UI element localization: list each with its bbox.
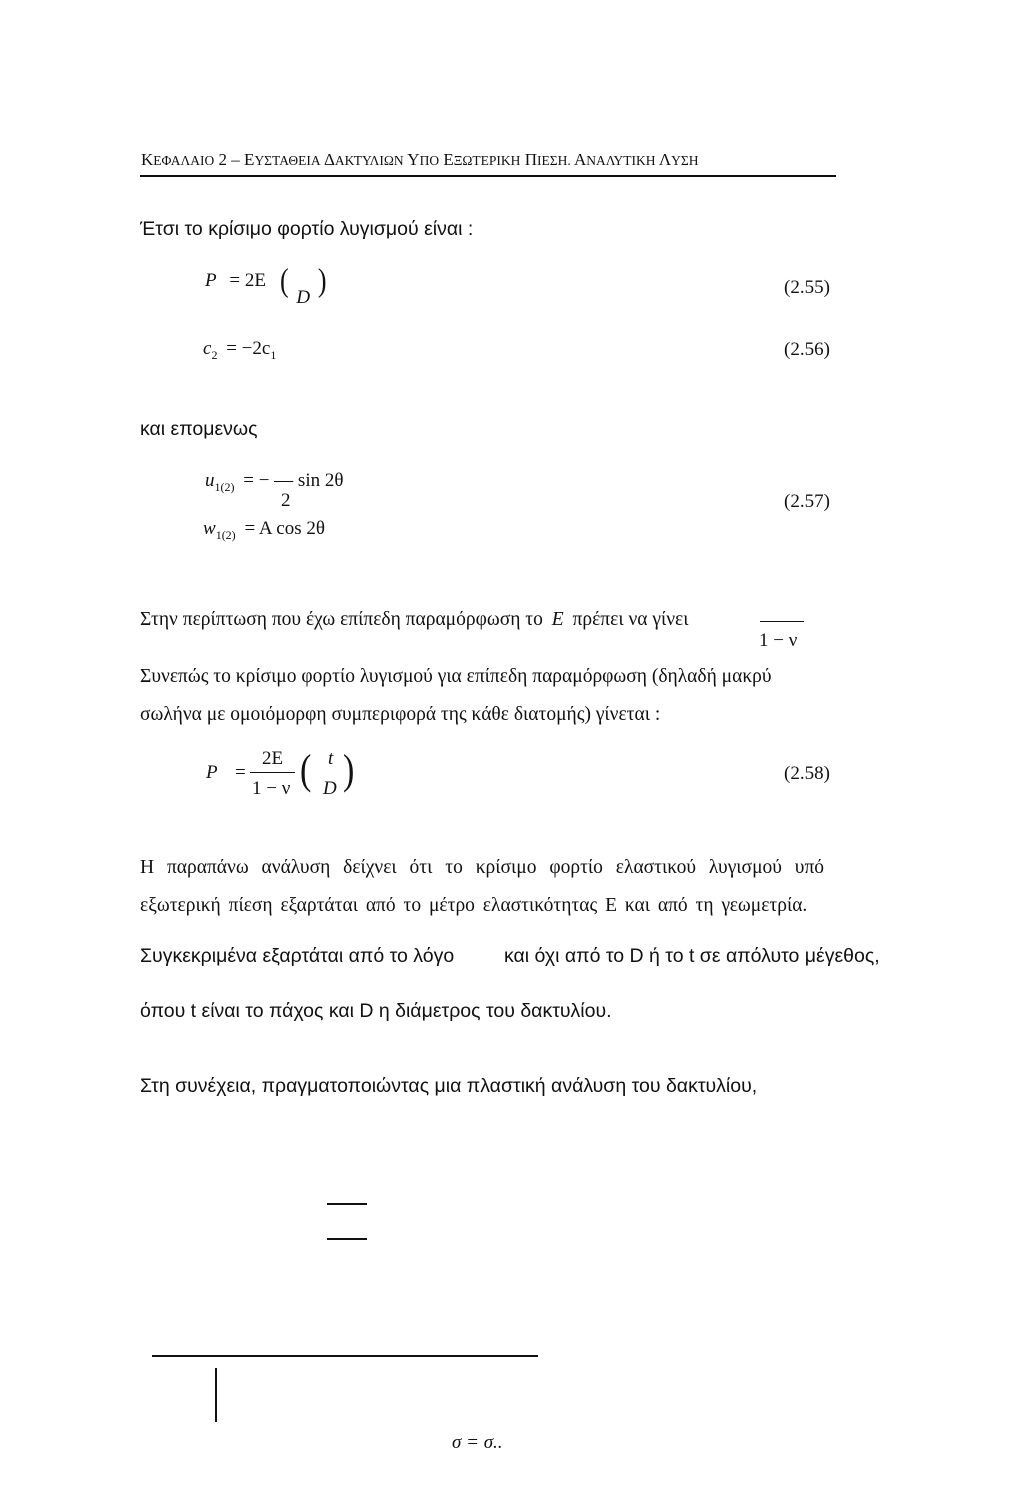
eq-2-55-rhs: = 2E [229, 270, 266, 291]
eq-2-55-lhs: P [205, 270, 217, 291]
paragraph-3: όπου t είναι το πάχος και D η διάμετρος του δακτυλίου. [140, 1000, 612, 1022]
eq-2-56-rhs-sub: 1 [270, 348, 277, 362]
header-part-3-initial: Υ [403, 150, 420, 169]
header-part-2-initial: Δ [320, 150, 335, 169]
plane-strain-text-1: Στην περίπτωση που έχω επίπεδη παραμόρφωση το [140, 609, 543, 630]
eq-2-58-bracket-close: ) [343, 747, 355, 794]
header-part-7-initial: Λ [655, 150, 672, 169]
bottom-formula: σ = σ.. [452, 1432, 503, 1453]
header-part-1-rest: ΥΣΤΑΘΕΙΑ [254, 153, 321, 168]
eq-2-58-paren-denominator: D [323, 778, 337, 799]
paragraph-1-line-2: εξωτερική πίεση εξαρτάται από το μέτρο ελαστικότητας Ε και από τη γεωμετρία. [140, 895, 808, 916]
equation-2-57-line-2 [203, 518, 325, 540]
eq-number-2-58: (2.58) [784, 763, 830, 784]
equation-2-57-line-1 [205, 470, 343, 492]
equation-2-55 [205, 270, 266, 292]
eq-2-58-numerator: 2E [262, 748, 284, 769]
header-part-0-rest: ΕΦΑΛΑΙΟ [153, 153, 215, 168]
eq-2-56-lhs: c [203, 338, 212, 359]
header-part-3-rest: ΠΟ [419, 153, 440, 168]
eq-2-58-eq: = [235, 762, 246, 783]
fragment-rule-3 [152, 1355, 538, 1357]
continuation-line-2: σωλήνα με ομοιόμορφη συμπεριφορά της κάθε διατομής) γίνεται : [140, 704, 661, 725]
header-part-0-initial: Κ [141, 150, 154, 169]
header-part-4-initial: Ε [439, 150, 454, 169]
eq-2-58-lhs: P [206, 762, 218, 783]
plane-strain-symbol: E [551, 609, 564, 630]
eq-2-58-denominator: 1 − ν [252, 778, 291, 799]
plane-strain-text-2: πρέπει να γίνει [572, 609, 689, 630]
equation-2-56 [203, 338, 276, 360]
header-part-7-rest: ΥΣΗ [671, 153, 699, 168]
fragment-vertical-rule [215, 1368, 217, 1422]
fragment-rule-2 [327, 1238, 367, 1240]
fragment-rule-1 [327, 1203, 367, 1205]
eq-2-57-line-2-rhs: = A cos 2θ [244, 518, 325, 539]
eq-2-55-bracket: ( D ) [280, 262, 327, 308]
eq-2-56-rhs: = −2c [226, 338, 271, 359]
header-part-4-rest: ΞΩΤΕΡΙΚΗ [453, 153, 521, 168]
eq-2-57-half-denominator: 2 [281, 490, 291, 511]
paragraph-1-line-1: Η παραπάνω ανάλυση δείχνει ότι το κρίσιμο φορτίο ελαστικού λυγισμού υπό [140, 857, 825, 878]
paragraph-4: Στη συνέχεια, πραγματοποιώντας μια πλαστική ανάλυση του δακτυλίου, [140, 1075, 758, 1097]
eq-2-57-line-1-rhs: = − — sin 2θ [243, 470, 344, 491]
eq-2-58-fraction-bar [250, 772, 295, 773]
eq-2-55-denominator: D [296, 287, 311, 308]
eq-2-58-paren-numerator: t [328, 748, 334, 769]
consequently-text: και επομενως [140, 418, 258, 440]
paragraph-2-part-a: Συγκεκριμένα εξαρτάται από το λόγο [140, 945, 455, 967]
plane-strain-fraction-bar [760, 621, 804, 622]
intro-text: Έτσι το κρίσιμο φορτίο λυγισμού είναι : [140, 218, 474, 240]
header-part-2-rest: ΑΚΤΥΛΙΩΝ [334, 153, 404, 168]
eq-2-58-bracket: ( [300, 747, 312, 794]
plane-strain-denominator: 1 − ν [759, 630, 798, 651]
header-part-5-rest: ΙΕΣΗ. [536, 153, 571, 168]
running-header [141, 150, 699, 170]
eq-number-2-57: (2.57) [784, 491, 830, 512]
continuation-line-1: Συνεπώς το κρίσιμο φορτίο λυγισμού για επίπεδη παραμόρφωση (δηλαδή μακρύ [140, 666, 772, 687]
eq-2-57-w: w [203, 518, 216, 539]
header-part-6-initial: Α [570, 150, 587, 169]
running-header-text [141, 152, 699, 169]
plane-strain-text [140, 609, 689, 631]
eq-2-57-u: u [205, 470, 215, 491]
eq-2-57-w-sub: 1(2) [215, 528, 236, 542]
header-part-1-initial: 2 – Ε [214, 150, 255, 169]
eq-number-2-55: (2.55) [784, 277, 830, 298]
header-part-5-initial: Π [520, 150, 537, 169]
header-part-6-rest: ΝΑΛΥΤΙΚΗ [586, 153, 656, 168]
eq-2-56-lhs-sub: 2 [211, 348, 218, 362]
eq-2-57-u-sub: 1(2) [214, 480, 235, 494]
header-rule [140, 175, 836, 177]
eq-number-2-56: (2.56) [784, 339, 830, 360]
paragraph-2-part-b: και όχι από το D ή το t σε απόλυτο μέγεθος, [504, 945, 880, 967]
